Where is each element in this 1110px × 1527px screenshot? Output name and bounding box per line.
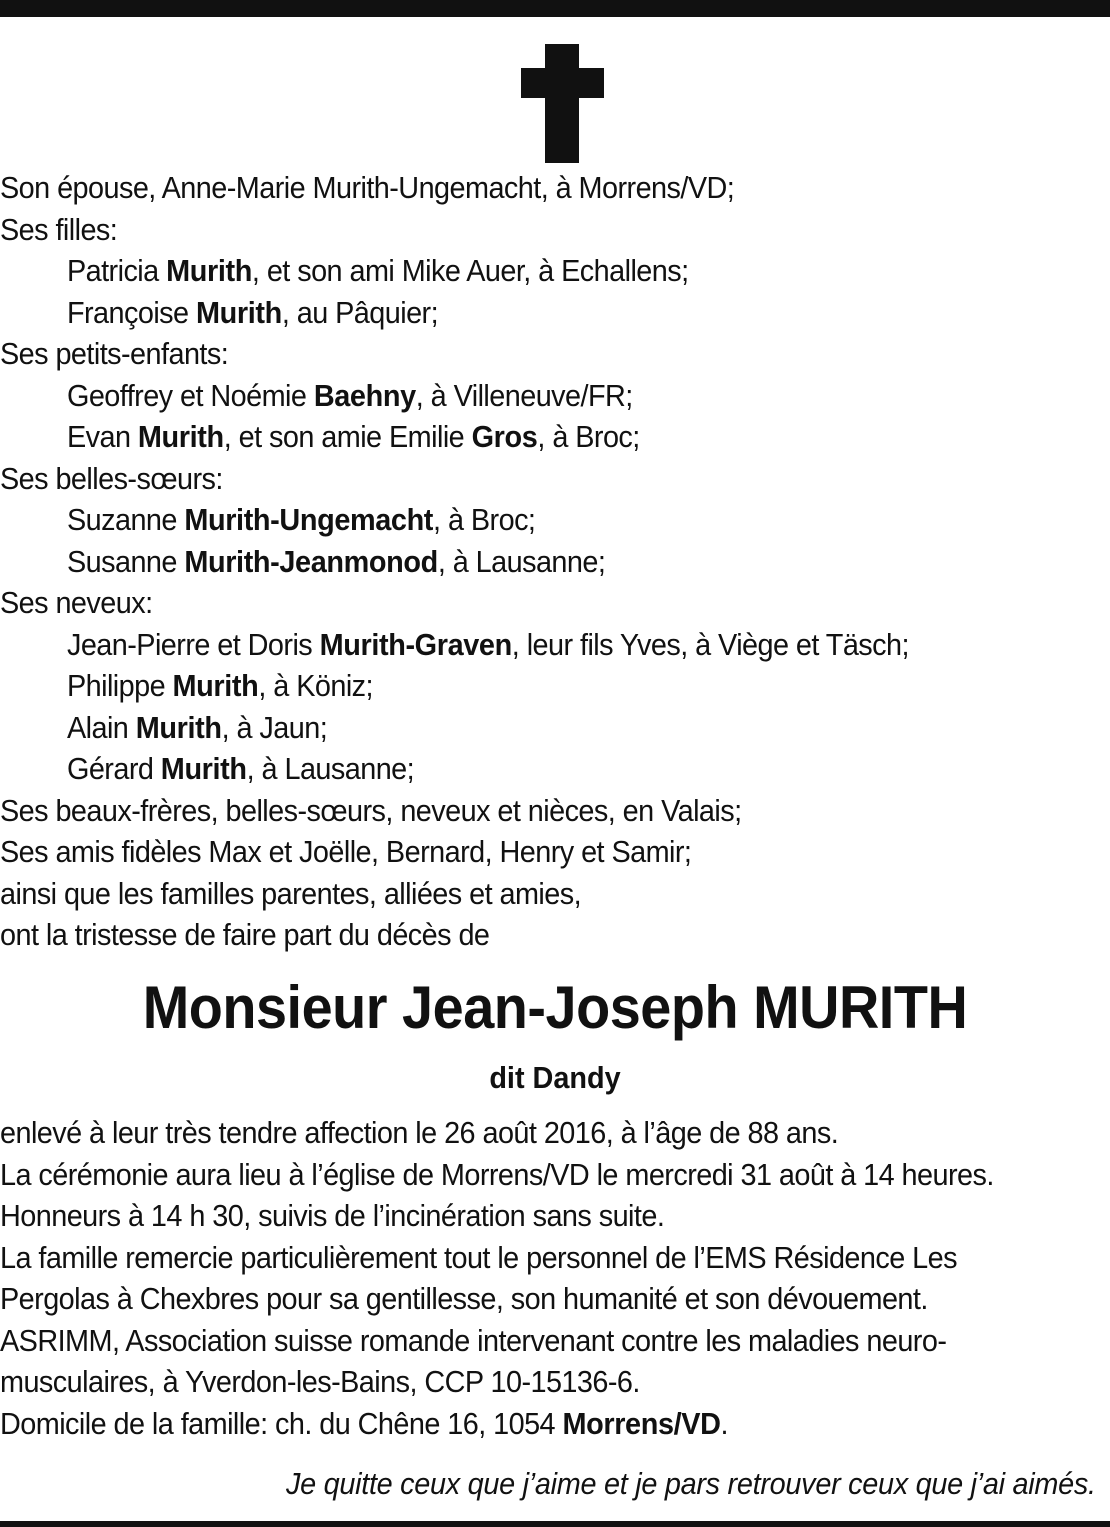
detail-line: enlevé à leur très tendre affection le 26 août 2016, à l’âge de 88 ans. [0,1115,839,1150]
bottom-rule [0,1521,1110,1527]
family-line: Susanne Murith-Jeanmonod, à Lausanne; [66,543,606,579]
family-line: Son épouse, Anne-Marie Murith-Ungemacht, à Morrens/VD; [0,170,735,205]
family-line: Evan Murith, et son amie Emilie Gros, à Broc; [66,419,640,454]
top-rule [0,0,1110,17]
family-line: ont la tristesse de faire part du décès de [0,917,490,952]
family-line: Patricia Murith, et son ami Mike Auer, à Echallens; [66,253,689,288]
family-line: ainsi que les familles parentes, alliées et amies, [0,875,582,911]
detail-line: musculaires, à Yverdon-les-Bains, CCP 10-15136-6. [0,1364,640,1399]
deceased-nickname: dit Dandy [489,1060,621,1095]
detail-line: La famille remercie particulièrement tout le personnel de l’EMS Résidence Les [0,1239,957,1275]
family-line: Alain Murith, à Jaun; [66,709,328,745]
detail-line: ASRIMM, Association suisse romande intervenant contre les maladies neuro- [0,1322,947,1358]
detail-line: Honneurs à 14 h 30, suivis de l’incinération sans suite. [0,1198,665,1233]
family-line: Ses filles: [0,211,118,247]
deceased-name: Monsieur Jean-Joseph MURITH [142,974,968,1041]
closing-quote: Je quitte ceux que j’aime et je pars retrouver ceux que j’ai aimés. [286,1466,1096,1501]
family-line: Ses amis fidèles Max et Joëlle, Bernard, Henry et Samir; [0,834,692,869]
family-line: Ses belles-sœurs: [0,460,223,496]
family-line: Françoise Murith, au Pâquier; [66,294,439,330]
family-line: Ses petits-enfants: [0,336,229,371]
family-line: Geoffrey et Noémie Baehny, à Villeneuve/FR; [66,377,633,413]
details-block [0,1112,1032,1444]
detail-line: Pergolas à Chexbres pour sa gentillesse, son humanité et son dévouement. [0,1281,928,1316]
detail-line: La cérémonie aura lieu à l’église de Morrens/VD le mercredi 31 août à 14 heures. [0,1156,994,1192]
family-line: Philippe Murith, à Köniz; [66,668,373,703]
family-line: Gérard Murith, à Lausanne; [66,751,415,786]
family-line: Suzanne Murith-Ungemacht, à Broc; [66,502,536,537]
domicile-line: Domicile de la famille: ch. du Chêne 16, 1054 Morrens/VD. [0,1405,729,1441]
family-line: Ses beaux-frères, belles-sœurs, neveux et nièces, en Valais; [0,792,742,828]
family-list [0,167,1032,956]
family-line: Ses neveux: [0,585,153,620]
family-line: Jean-Pierre et Doris Murith-Graven, leur fils Yves, à Viège et Täsch; [66,626,909,662]
